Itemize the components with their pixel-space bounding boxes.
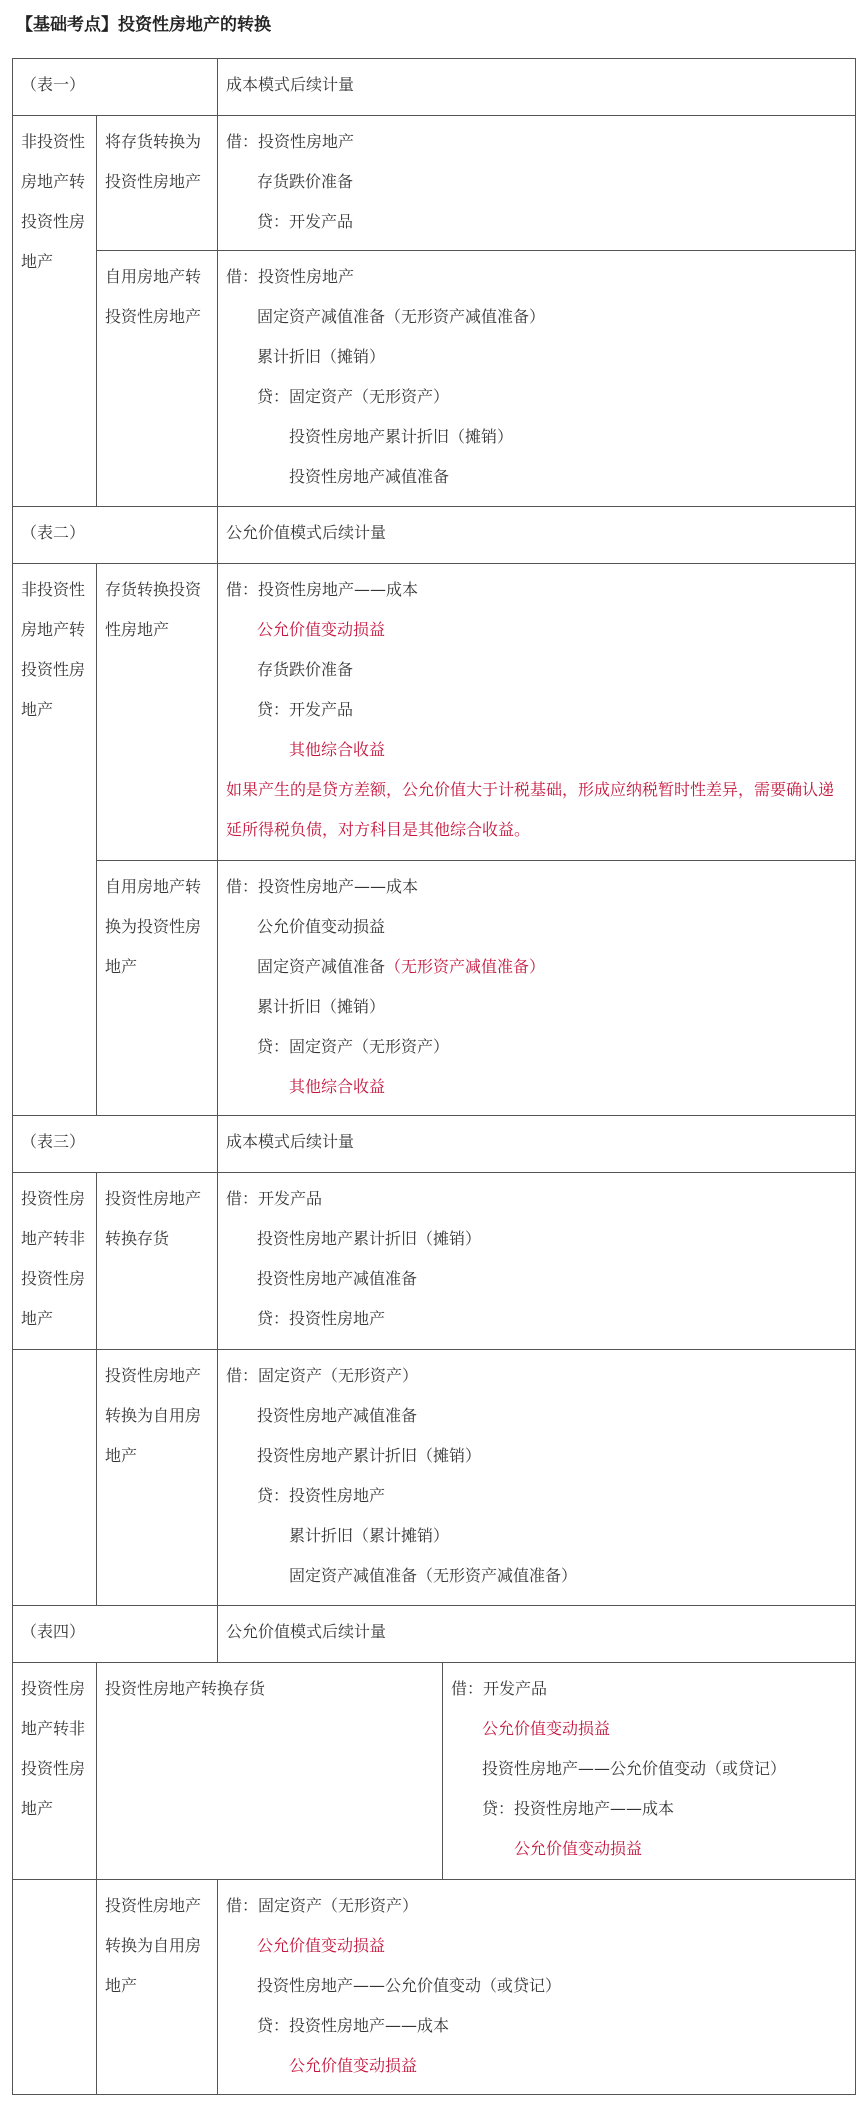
- table1-row1-entry: [218, 116, 856, 251]
- journal-line: 累计折旧（摊销）: [257, 347, 386, 366]
- journal-line: 累计折旧（摊销）: [257, 997, 386, 1016]
- page-heading: 【基础考点】投资性房地产的转换: [16, 15, 271, 35]
- journal-line: 投资性房地产——公允价值变动（或贷记）: [257, 1976, 562, 1995]
- journal-line: 其他综合收益: [289, 740, 386, 759]
- journal-line: 投资性房地产减值准备: [289, 467, 450, 486]
- journal-line: 借：固定资产（无形资产）: [226, 1896, 419, 1915]
- journal-line: 借：开发产品: [451, 1679, 548, 1698]
- tax-note: 如果产生的是贷方差额，公允价值大于计税基础，形成应纳税暂时性差异，需要确认递延所得税负债，对方科目是其他综合收益。: [226, 780, 835, 839]
- table3-title: 成本模式后续计量: [218, 1116, 856, 1173]
- journal-line: 贷：开发产品: [257, 212, 354, 231]
- journal-line-part: （无形资产减值准备）: [385, 957, 546, 976]
- table3-row1: [13, 1173, 856, 1350]
- journal-line: 贷：开发产品: [257, 700, 354, 719]
- table1-header-row: [13, 59, 856, 116]
- table2-row1-type: 存货转换投资性房地产: [97, 564, 218, 861]
- table1-row2-type: 自用房地产转投资性房地产: [97, 251, 218, 507]
- table1-row1-type: 将存货转换为投资性房地产: [97, 116, 218, 251]
- table3-header-row: [13, 1116, 856, 1173]
- journal-line: 贷：固定资产（无形资产）: [257, 1037, 450, 1056]
- journal-line: 公允价值变动损益: [482, 1719, 611, 1738]
- journal-line: 借：投资性房地产: [226, 132, 355, 151]
- table4-row2: [13, 1880, 856, 2095]
- journal-line: [226, 947, 849, 987]
- table4-row2-entry: [218, 1880, 856, 2095]
- table1-row1: [13, 116, 856, 251]
- table1-label: （表一）: [13, 59, 218, 116]
- table1-row2-entry: [218, 251, 856, 507]
- table3-row1-entry: [218, 1173, 856, 1350]
- table2-row1-entry: [218, 564, 856, 861]
- journal-line: 借：投资性房地产——成本: [226, 580, 419, 599]
- table2-header-row: [13, 507, 856, 564]
- empty-cell: [13, 1880, 97, 2095]
- table3-row2: [13, 1350, 856, 1606]
- table4-row1-type: 投资性房地产转换存货: [97, 1663, 443, 1880]
- table1-row2: [13, 251, 856, 507]
- journal-line: 固定资产减值准备（无形资产减值准备）: [257, 307, 546, 326]
- table3-row2-entry: [218, 1350, 856, 1606]
- table2-row2-entry: [218, 861, 856, 1116]
- table4-title: 公允价值模式后续计量: [218, 1606, 856, 1663]
- journal-line: 借：开发产品: [226, 1189, 323, 1208]
- table2-row2-type: 自用房地产转换为投资性房地产: [97, 861, 218, 1116]
- journal-line: 公允价值变动损益: [257, 1936, 386, 1955]
- table1-group: 非投资性房地产转投资性房地产: [13, 116, 97, 507]
- table2-group: 非投资性房地产转投资性房地产: [13, 564, 97, 1116]
- table2-row2: [13, 861, 856, 1116]
- table1-title: 成本模式后续计量: [218, 59, 856, 116]
- conversion-table: [12, 58, 856, 2095]
- journal-line: 存货跌价准备: [257, 172, 354, 191]
- journal-line: 其他综合收益: [289, 1077, 386, 1096]
- table4-label: （表四）: [13, 1606, 218, 1663]
- journal-line: 借：投资性房地产: [226, 267, 355, 286]
- journal-line: 公允价值变动损益: [514, 1839, 643, 1858]
- journal-line: 公允价值变动损益: [257, 917, 386, 936]
- journal-line: 贷：投资性房地产: [257, 1309, 386, 1328]
- journal-line: 贷：投资性房地产——成本: [257, 2016, 450, 2035]
- journal-line: 公允价值变动损益: [289, 2056, 418, 2075]
- table3-row1-type: 投资性房地产转换存货: [97, 1173, 218, 1350]
- table3-label: （表三）: [13, 1116, 218, 1173]
- table2-row1: [13, 564, 856, 861]
- journal-line: 投资性房地产累计折旧（摊销）: [257, 1446, 482, 1465]
- table2-title: 公允价值模式后续计量: [218, 507, 856, 564]
- journal-line: 累计折旧（累计摊销）: [289, 1526, 450, 1545]
- table4-header-row: [13, 1606, 856, 1663]
- table3-row2-type: 投资性房地产转换为自用房地产: [97, 1350, 218, 1606]
- table3-group: 投资性房地产转非投资性房地产: [13, 1173, 97, 1350]
- journal-line: 投资性房地产减值准备: [257, 1406, 418, 1425]
- journal-line: 存货跌价准备: [257, 660, 354, 679]
- journal-line: 公允价值变动损益: [257, 620, 386, 639]
- journal-line: 投资性房地产累计折旧（摊销）: [257, 1229, 482, 1248]
- table2-label: （表二）: [13, 507, 218, 564]
- journal-line: 固定资产减值准备（无形资产减值准备）: [289, 1566, 578, 1585]
- table4-row1: [13, 1663, 856, 1880]
- table4-row2-type: 投资性房地产转换为自用房地产: [97, 1880, 218, 2095]
- journal-line: 投资性房地产减值准备: [257, 1269, 418, 1288]
- journal-line: 借：固定资产（无形资产）: [226, 1366, 419, 1385]
- journal-line: 贷：投资性房地产: [257, 1486, 386, 1505]
- table4-group: 投资性房地产转非投资性房地产: [13, 1663, 97, 1880]
- journal-line: 贷：投资性房地产——成本: [482, 1799, 675, 1818]
- journal-line: 投资性房地产——公允价值变动（或贷记）: [482, 1759, 787, 1778]
- journal-line: 投资性房地产累计折旧（摊销）: [289, 427, 514, 446]
- journal-line: 贷：固定资产（无形资产）: [257, 387, 450, 406]
- journal-line: 借：投资性房地产——成本: [226, 877, 419, 896]
- journal-line-part: 固定资产减值准备: [257, 957, 386, 976]
- table4-row1-entry: [443, 1663, 856, 1880]
- empty-cell: [13, 1350, 97, 1606]
